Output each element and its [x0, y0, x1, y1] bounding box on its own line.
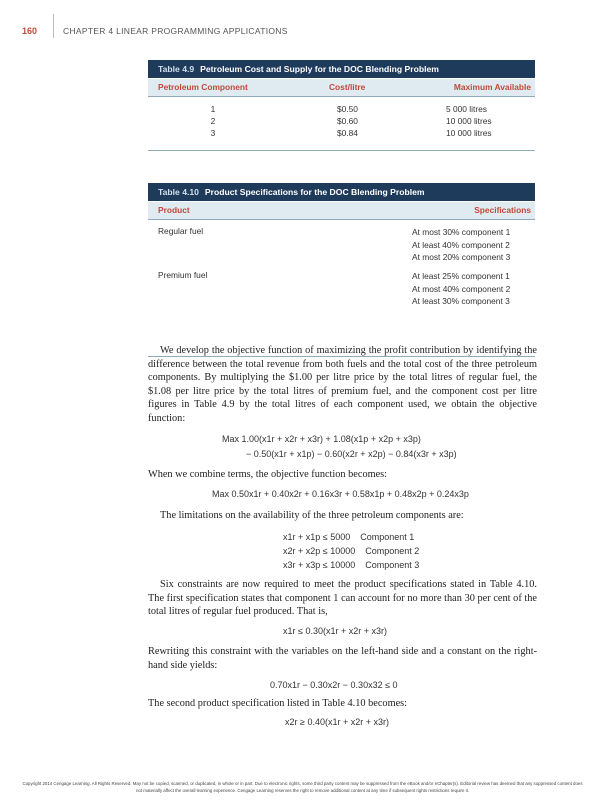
spec-list — [412, 270, 510, 308]
equation — [283, 546, 419, 556]
table-body — [148, 220, 535, 357]
constraint-label: Component 3 — [365, 560, 420, 570]
header-divider — [53, 14, 54, 38]
paragraph: We develop the objective function of maximizing the profit contribution by identifying the difference between the total revenue from both fuels and the total cost of the three petroleum components. By multiplying the $1.00 per litre price by the total litres of regular fuel, the $1.08 per litre price by the total litres of premium fuel, and the component cost per litre figures in Table 4.9 by the total litres of each component used, we obtain the objective function: — [148, 345, 537, 424]
constraint-label: Component 1 — [360, 532, 415, 542]
table-label: Table 4.9 — [158, 64, 195, 74]
table-cell: $0.50 — [337, 104, 358, 114]
table-cell: 2 — [210, 116, 216, 126]
table-body — [148, 97, 535, 151]
spec-item: At least 30% component 3 — [412, 296, 510, 306]
equation: x1r ≤ 0.30(x1r + x2r + x3r) — [283, 626, 387, 636]
equation: x2r ≥ 0.40(x1r + x2r + x3r) — [285, 717, 389, 727]
table-title: Petroleum Cost and Supply for the DOC Blending Problem — [200, 64, 439, 74]
table-title-bar — [148, 60, 535, 78]
table-header-row — [148, 78, 535, 97]
equation: Max 0.50x1r + 0.40x2r + 0.16x3r + 0.58x1p + 0.48x2p + 0.24x3p — [212, 489, 469, 499]
column-header: Maximum Available — [453, 82, 531, 92]
table-cell: $0.60 — [337, 116, 358, 126]
table-cell: 3 — [210, 128, 216, 138]
table-cell: 5 000 litres — [446, 104, 487, 114]
paragraph: Rewriting this constraint with the variables on the left-hand side and a constant on the right-hand side yields: — [148, 646, 537, 671]
equation: 0.70x1r − 0.30x2r − 0.30x32 ≤ 0 — [270, 680, 398, 690]
constraint-expr: x3r + x3p ≤ 10000 — [283, 560, 356, 570]
page-number: 160 — [22, 26, 38, 36]
spec-item: At least 25% component 1 — [412, 271, 510, 281]
equation — [283, 532, 414, 542]
column-header: Petroleum Component — [158, 82, 248, 92]
spec-item: At most 40% component 2 — [412, 283, 511, 294]
table-cell: $0.84 — [337, 128, 358, 138]
constraint-expr: x2r + x2p ≤ 10000 — [283, 546, 356, 556]
spec-item: At most 20% component 3 — [412, 252, 511, 262]
chapter-title: CHAPTER 4 LINEAR PROGRAMMING APPLICATIONS — [63, 26, 288, 36]
table-row — [148, 127, 535, 139]
product-name: Regular fuel — [158, 226, 204, 236]
table-cell: 1 — [210, 104, 216, 114]
paragraph: The limitations on the availability of the three petroleum components are: — [160, 510, 464, 521]
constraint-label: Component 2 — [365, 546, 420, 556]
spec-list — [412, 226, 510, 264]
column-header: Cost/litre — [329, 82, 366, 92]
column-header: Product — [158, 205, 190, 215]
table-label: Table 4.10 — [158, 187, 199, 197]
equation: − 0.50(x1r + x1p) − 0.60(x2r + x2p) − 0.84(x3r + x3p) — [246, 449, 457, 459]
spec-item: At least 40% component 2 — [412, 239, 510, 250]
product-name: Premium fuel — [158, 270, 208, 280]
table-product-specifications — [148, 183, 535, 357]
spec-item: At most 30% component 1 — [412, 227, 511, 237]
equation — [283, 560, 419, 570]
table-cell: 10 000 litres — [446, 116, 492, 126]
table-row — [148, 103, 535, 115]
table-row — [148, 115, 535, 127]
equation: Max 1.00(x1r + x2r + x3r) + 1.08(x1p + x2p + x3p) — [222, 434, 421, 444]
column-header: Specifications — [474, 205, 531, 215]
table-petroleum-cost — [148, 60, 535, 151]
paragraph: The second product specification listed in Table 4.10 becomes: — [148, 698, 408, 709]
copyright-notice: Copyright 2014 Cengage Learning. All Rights Reserved. May not be copied, scanned, or duplicated, in whole or in part. Due to electronic rights, some third party content may be suppressed from the eBook and/or eChapter(s). Editorial review has deemed that any suppressed content does not materially affect the overall learning experience. Cengage Learning reserves the right to remove additional content at any time if subsequent rights restrictions require it. — [22, 781, 583, 793]
table-title: Product Specifications for the DOC Blending Problem — [204, 187, 425, 197]
paragraph: When we combine terms, the objective function becomes: — [148, 469, 388, 480]
paragraph: Six constraints are now required to meet the product specifications stated in Table 4.10. The first specification states that component 1 can account for no more than 30 per cent of the total litres of regular fuel produced. That is, — [148, 579, 537, 618]
table-cell: 10 000 litres — [446, 128, 492, 138]
constraint-expr: x1r + x1p ≤ 5000 — [283, 532, 351, 542]
table-header-row — [148, 201, 535, 220]
table-title-bar — [148, 183, 535, 201]
